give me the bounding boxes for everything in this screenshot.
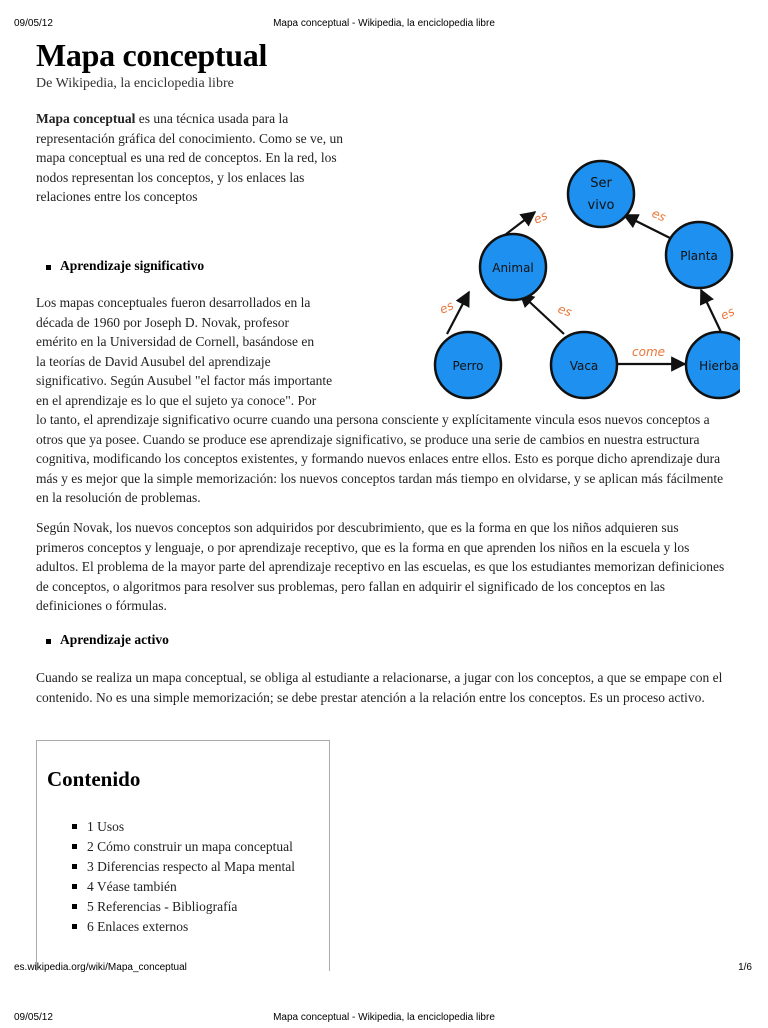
node-hierba bbox=[686, 332, 740, 398]
section2-paragraph bbox=[36, 668, 726, 707]
toc-item-como-construir[interactable]: 2 Cómo construir un mapa conceptual bbox=[87, 837, 295, 857]
section1-line: década de 1960 por Joseph D. Novak, profesor bbox=[36, 314, 290, 330]
link-label-es: es bbox=[531, 208, 550, 227]
print-url: es.wikipedia.org/wiki/Mapa_conceptual bbox=[14, 962, 187, 973]
section1-line: Los mapas conceptuales fueron desarrollados en la bbox=[36, 295, 311, 310]
article-content bbox=[36, 36, 739, 934]
toc-item-diferencias[interactable]: 3 Diferencias respecto al Mapa mental bbox=[87, 857, 295, 877]
link-label-es: es bbox=[437, 298, 456, 317]
node-label: Vaca bbox=[569, 359, 599, 373]
toc-title: Contenido bbox=[47, 767, 141, 791]
toc-list bbox=[87, 817, 295, 937]
page-subtitle: De Wikipedia, la enciclopedia libre bbox=[36, 76, 234, 91]
link-label-es: es bbox=[649, 206, 669, 225]
node-label: Ser bbox=[590, 176, 612, 191]
toc-item-enlaces-externos[interactable]: 6 Enlaces externos bbox=[87, 917, 295, 937]
print-header bbox=[0, 18, 768, 34]
print-page-number: 1/6 bbox=[738, 962, 752, 973]
intro-paragraph bbox=[36, 109, 358, 207]
link-label-es: es bbox=[555, 301, 574, 320]
section1-paragraph2 bbox=[36, 518, 726, 616]
section1-paragraph1-continued bbox=[36, 410, 726, 508]
section-heading-aprendizaje-activo: Aprendizaje activo bbox=[60, 632, 169, 647]
section1-line: emérito en la Universidad de Cornell, basándose en bbox=[36, 334, 315, 349]
next-page-header bbox=[0, 1012, 768, 1028]
section1-line: la teorías de David Ausubel del aprendizaje bbox=[36, 353, 271, 369]
link-label-es: es bbox=[718, 304, 737, 323]
print-date: 09/05/12 bbox=[14, 1012, 53, 1023]
concept-map-svg bbox=[396, 122, 740, 422]
section1-line: significativo. Según Ausubel "el factor más importante bbox=[36, 373, 333, 388]
section2-text: Cuando se realiza un mapa conceptual, se obliga al estudiante a relacionarse, a jugar con los conceptos, a que se empape con el contenido. No es una simple memorización; se debe prestar atención a la relación entre los conceptos. Es un proceso activo. bbox=[36, 670, 723, 705]
section1-text: lo tanto, el aprendizaje significativo ocurre cuando una persona consciente y explícitamente vincula esos nuevos conceptos a otros que ya posee. Cuando se produce ese aprendizaje significativo, se produce una serie de cambios en nuestra estructura cognitiva, modificando los conceptos existentes, y formando nuevos enlaces entre ellos. Esto es porque dicho aprendizaje dura más y es mejor que la simple memorización: los nuevos conceptos tardan más tiempo en olvidarse, y se aplican más fácilmente en la resolución de problemas. bbox=[36, 412, 724, 505]
toc-item-referencias[interactable]: 5 Referencias - Bibliografía bbox=[87, 897, 295, 917]
node-ser-vivo bbox=[568, 161, 634, 227]
link-label-come: come bbox=[632, 345, 666, 359]
node-label: Animal bbox=[492, 261, 534, 275]
print-title: Mapa conceptual - Wikipedia, la enciclopedia libre bbox=[273, 18, 495, 29]
node-label: vivo bbox=[587, 198, 615, 213]
print-footer bbox=[0, 962, 768, 978]
section-heading-aprendizaje-significativo: Aprendizaje significativo bbox=[60, 258, 205, 273]
node-vaca bbox=[551, 332, 617, 398]
print-date: 09/05/12 bbox=[14, 18, 53, 29]
page-title: Mapa conceptual bbox=[36, 37, 268, 73]
table-of-contents bbox=[36, 740, 330, 971]
toc-item-usos[interactable]: 1 Usos bbox=[87, 817, 295, 837]
intro-term: Mapa conceptual bbox=[36, 111, 136, 126]
node-label: Perro bbox=[452, 359, 484, 373]
node-label: Hierba bbox=[699, 359, 739, 373]
intro-text: es una técnica usada para la representación gráfica del conocimiento. Como se ve, un mapa conceptual es una red de conceptos. En la red, los nodos representan los conceptos, y los enlaces las relaciones entre los conceptos bbox=[36, 111, 344, 204]
node-planta bbox=[666, 222, 732, 288]
section1-paragraph1 bbox=[36, 293, 366, 410]
section1-line: en el aprendizaje es lo que el sujeto ya conoce". Por bbox=[36, 392, 317, 408]
node-animal bbox=[480, 234, 546, 300]
concept-map-diagram bbox=[396, 122, 740, 422]
node-label: Planta bbox=[680, 249, 718, 263]
print-title: Mapa conceptual - Wikipedia, la enciclopedia libre bbox=[273, 1012, 495, 1023]
node-perro bbox=[435, 332, 501, 398]
toc-item-vease-tambien[interactable]: 4 Véase también bbox=[87, 877, 295, 897]
section1-text: Según Novak, los nuevos conceptos son adquiridos por descubrimiento, que es la forma en que los niños adquieren sus primeros conceptos y lenguaje, o por aprendizaje receptivo, que es la forma en que aprenden los niños en la escuela y los adultos. El problema de la mayor parte del aprendizaje receptivo en las escuelas, es que los estudiantes memorizan definiciones de conceptos, o algoritmos para resolver sus problemas, pero fallan en adquirir el significado de los conceptos en las definiciones o fórmulas. bbox=[36, 520, 725, 613]
